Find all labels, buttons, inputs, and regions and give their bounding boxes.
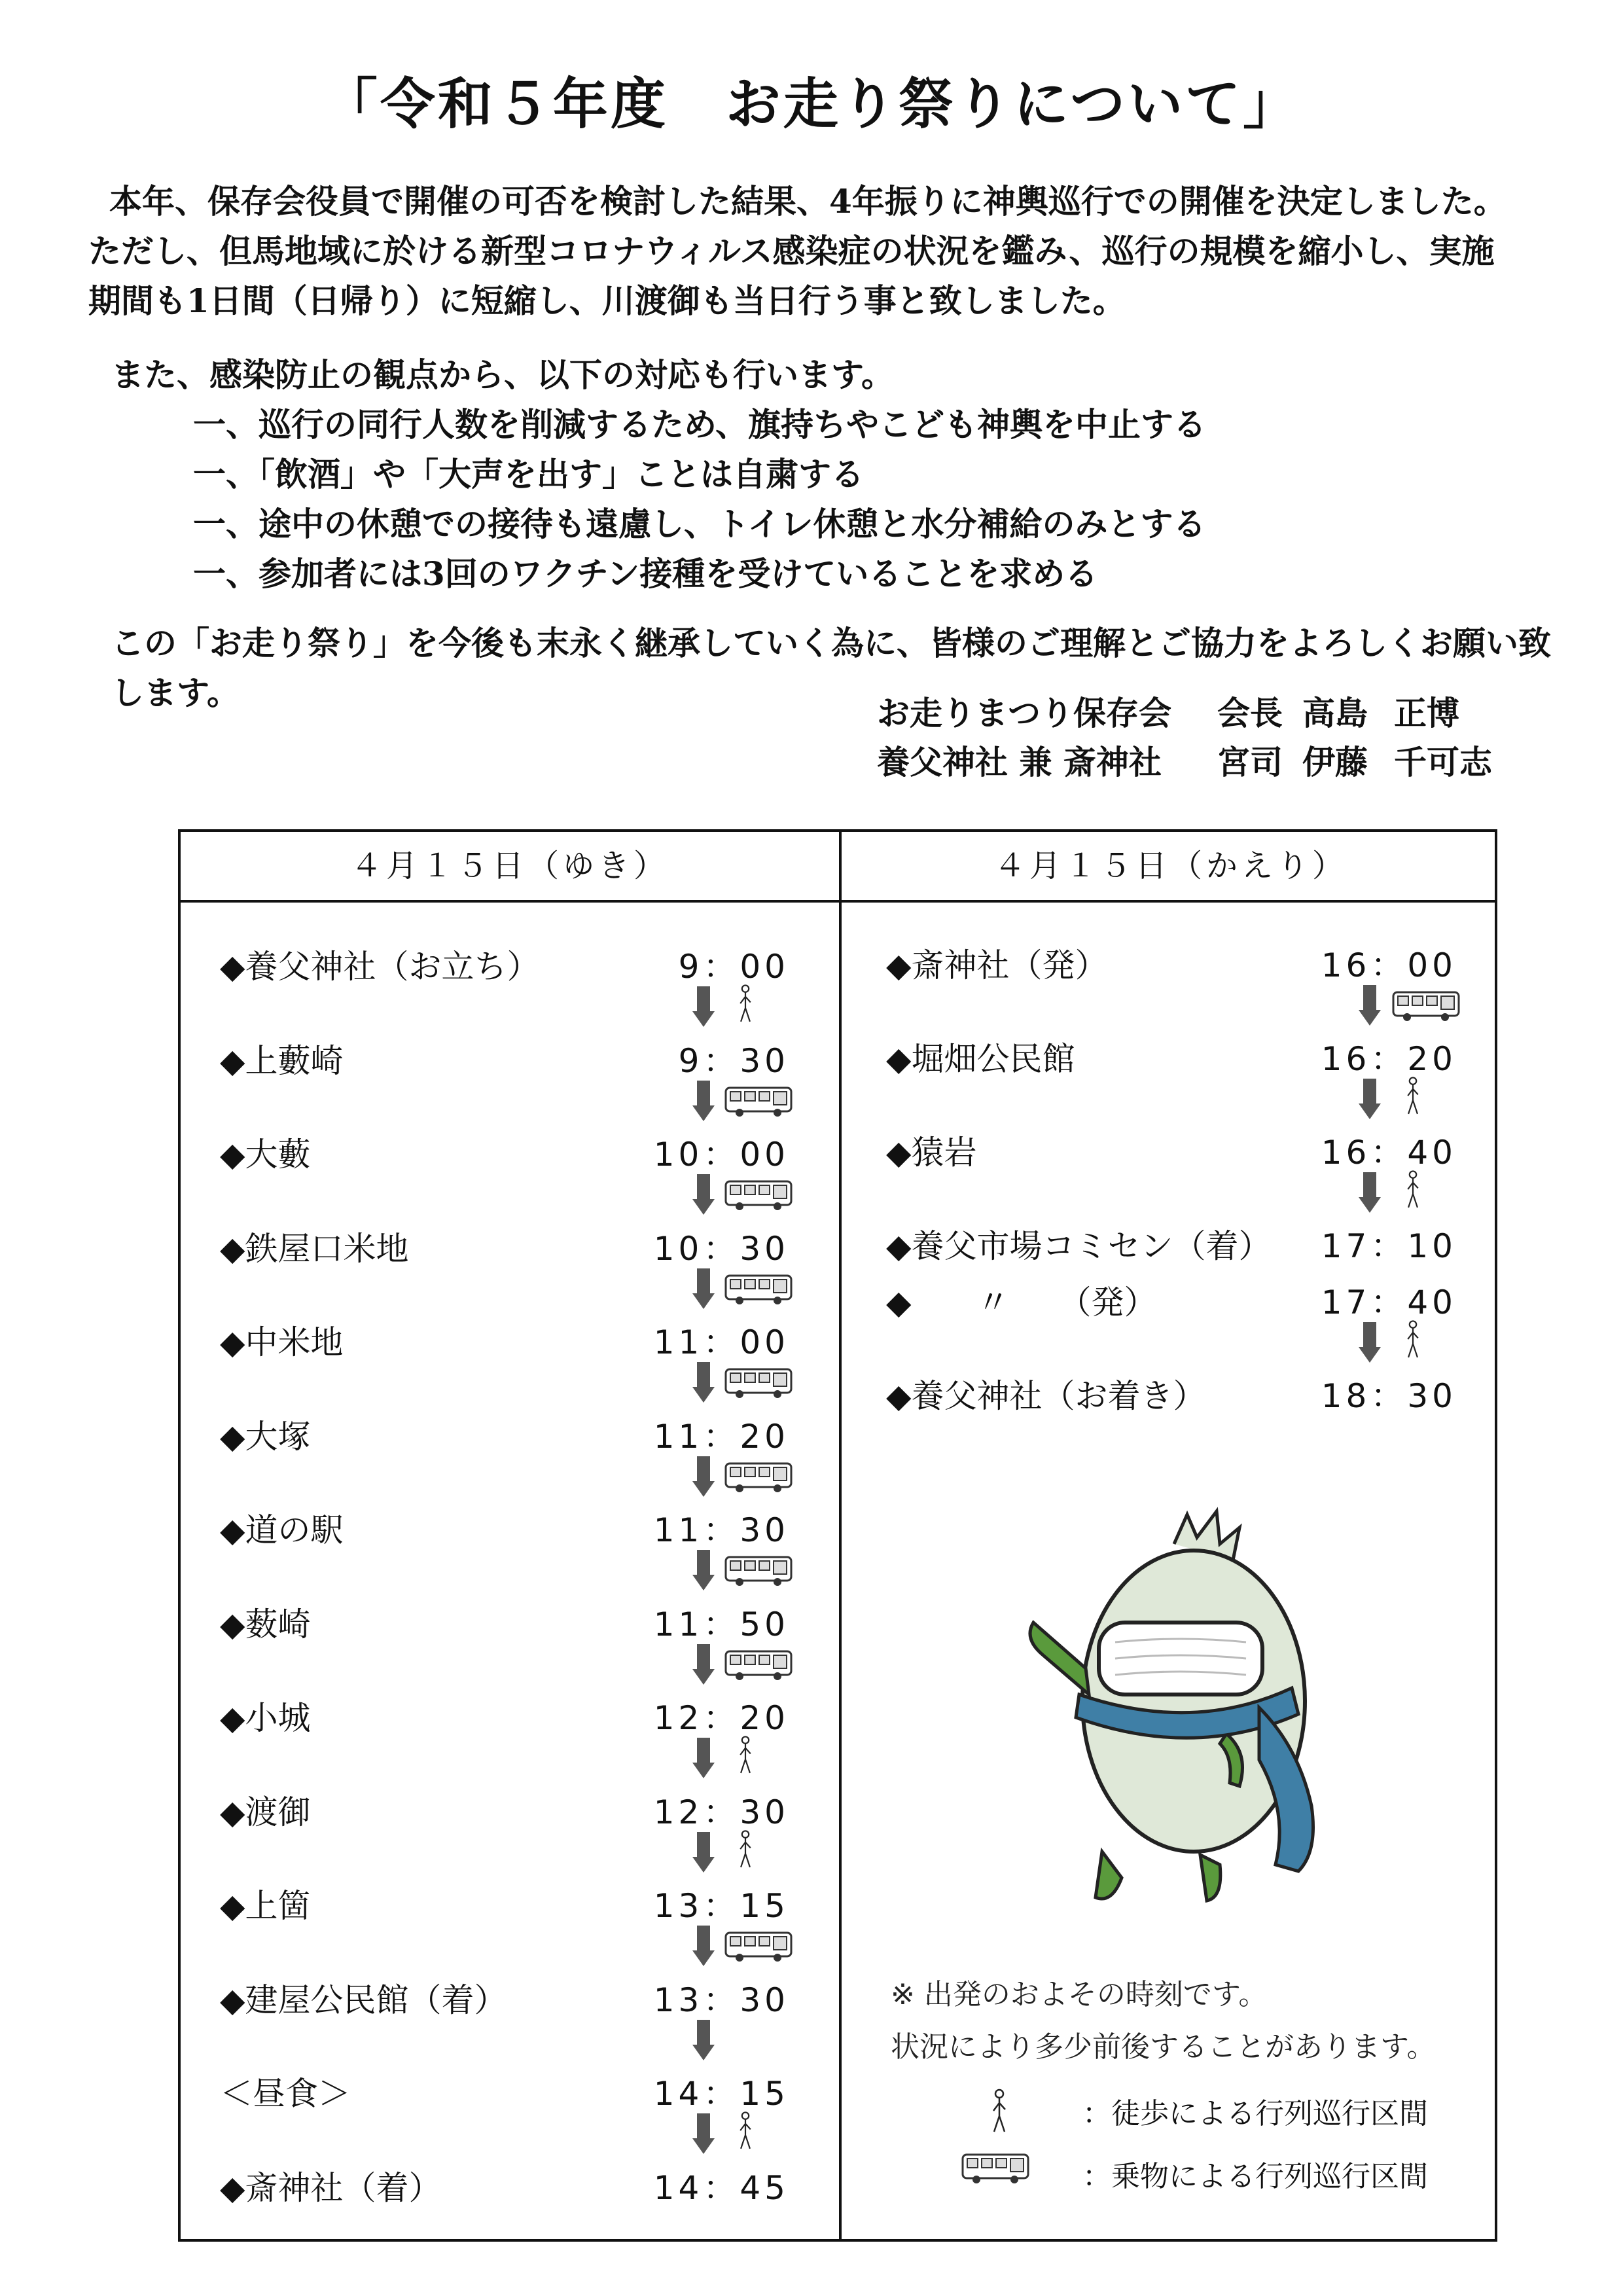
stop-time: 14：15	[653, 2075, 789, 2113]
stop-time: 9：30	[678, 1041, 789, 1080]
stop-name: ◆薮崎	[220, 1605, 311, 1643]
down-arrow-icon	[692, 1081, 715, 1120]
walk-icon	[737, 984, 754, 1032]
stop-name: ◆養父神社（お立ち）	[220, 948, 540, 986]
measure-item: 一、参加者には3回のワクチン接種を受けていることを求める	[193, 554, 1098, 593]
stop-time: 12：30	[653, 1793, 789, 1831]
bus-icon	[724, 1555, 793, 1596]
measures-intro: また、感染防止の観点から、以下の対応も行います。	[111, 355, 894, 394]
note-line: 状況により多少前後することがあります。	[891, 2030, 1436, 2064]
signature-family-name: 高島	[1302, 694, 1368, 732]
stop-time: 13：15	[653, 1887, 789, 1925]
stop-name: ◆大藪	[220, 1136, 311, 1174]
bus-icon	[1391, 990, 1461, 1031]
stop-time: 11：00	[653, 1323, 789, 1361]
measure-item: 一、巡行の同行人数を削減するため、旗持ちやこども神輿を中止する	[193, 405, 1206, 444]
down-arrow-icon	[1359, 1172, 1381, 1211]
intro-line: ただし、但馬地域に於ける新型コロナウィルス感染症の状況を鑑み、巡行の規模を縮小し、実施	[88, 232, 1495, 270]
walk-icon	[990, 2089, 1009, 2137]
intro-line: 本年、保存会役員で開催の可否を検討した結果、4年振りに神輿巡行での開催を決定しました。	[109, 182, 1507, 221]
stop-time: 11：20	[653, 1417, 789, 1456]
stop-time: 17：40	[1321, 1283, 1457, 1321]
signature-org: お走りまつり保存会	[877, 694, 1171, 732]
note-line: ※ 出発のおよその時刻です。	[891, 1978, 1268, 2011]
walk-icon	[1404, 1076, 1421, 1124]
signature-line	[877, 687, 1459, 734]
down-arrow-icon	[692, 2020, 715, 2059]
column-divider	[839, 832, 842, 2239]
stop-name: ◆道の駅	[220, 1511, 344, 1549]
stop-name: ◆上箇	[220, 1887, 311, 1925]
bus-icon	[724, 1649, 793, 1690]
signature-role: 会長	[1217, 694, 1283, 732]
bus-icon	[724, 1086, 793, 1126]
stop-time: 16：00	[1321, 946, 1457, 984]
stop-time: 12：20	[653, 1699, 789, 1737]
document-title: 「令和５年度 お走り祭りについて」	[322, 71, 1301, 136]
stop-time: 17：10	[1321, 1227, 1457, 1265]
legend-walk-label: ：徒歩による行列巡行区間	[1082, 2097, 1428, 2130]
stop-time: 10：00	[653, 1136, 789, 1174]
down-arrow-icon	[692, 1362, 715, 1401]
signature-role: 宮司	[1217, 743, 1283, 781]
bus-icon	[724, 1274, 793, 1314]
down-arrow-icon	[692, 986, 715, 1026]
stop-name: ◆堀畑公民館	[886, 1040, 1075, 1078]
bus-icon	[724, 1931, 793, 1971]
down-arrow-icon	[692, 1644, 715, 1683]
stop-time: 14：45	[653, 2168, 789, 2207]
intro-line: 期間も1日間（日帰り）に短縮し、川渡御も当日行う事と致しました。	[88, 281, 1126, 320]
intro-paragraph	[88, 177, 1554, 326]
stop-name: ◆斎神社（発）	[886, 946, 1108, 984]
bus-icon	[724, 1462, 793, 1502]
mascot-illustration	[1024, 1498, 1351, 1924]
stop-name: ◆小城	[220, 1699, 311, 1737]
signature-line	[877, 736, 1492, 783]
down-arrow-icon	[692, 1174, 715, 1213]
bus-icon	[724, 1367, 793, 1408]
stop-time: 13：30	[653, 1981, 789, 2019]
down-arrow-icon	[692, 2113, 715, 2153]
stop-name: ◆猿岩	[886, 1134, 977, 1172]
stop-time: 10：30	[653, 1229, 789, 1268]
closing-text: この「お走り祭り」を今後も末永く継承していく為に、皆様のご理解とご協力をよろしくお願い致します。	[111, 624, 1551, 712]
down-arrow-icon	[692, 1550, 715, 1589]
walk-icon	[1404, 1170, 1421, 1218]
down-arrow-icon	[1359, 985, 1381, 1024]
stop-name: ＜昼食＞	[220, 2075, 351, 2113]
down-arrow-icon	[692, 1456, 715, 1496]
signature-family-name: 伊藤	[1302, 743, 1368, 781]
measure-item: 一、「飲酒」や「大声を出す」ことは自粛する	[193, 455, 864, 493]
signature-org: 養父神社 兼 斎神社	[877, 743, 1162, 781]
legend-bus-label: ：乗物による行列巡行区間	[1082, 2160, 1428, 2193]
stop-name: ◆中米地	[220, 1323, 344, 1361]
bus-icon	[961, 2153, 1030, 2188]
down-arrow-icon	[692, 1738, 715, 1777]
down-arrow-icon	[692, 1832, 715, 1871]
stop-time: 11：30	[653, 1511, 789, 1549]
stop-time: 16：20	[1321, 1040, 1457, 1078]
header-divider	[181, 900, 1495, 903]
down-arrow-icon	[1359, 1079, 1381, 1118]
walk-icon	[737, 1829, 754, 1878]
stop-time: 11：50	[653, 1605, 789, 1643]
stop-time: 16：40	[1321, 1134, 1457, 1172]
measure-item: 一、途中の休憩での接待も遠慮し、トイレ休憩と水分補給のみとする	[193, 505, 1206, 543]
stop-time: 9：00	[678, 948, 789, 986]
walk-icon	[737, 1735, 754, 1784]
walk-icon	[1404, 1319, 1421, 1368]
stop-name: ◆斎神社（着）	[220, 2168, 442, 2207]
stop-name: ◆養父市場コミセン（着）	[886, 1227, 1272, 1265]
walk-icon	[737, 2111, 754, 2159]
stop-time: 18：30	[1321, 1377, 1457, 1415]
outbound-header: ４月１５日（ゆき）	[350, 848, 669, 884]
down-arrow-icon	[1359, 1322, 1381, 1361]
return-header: ４月１５日（かえり）	[993, 848, 1347, 884]
stop-name: ◆ 〃 （発）	[886, 1283, 1157, 1321]
schedule-table	[178, 829, 1497, 2242]
stop-name: ◆渡御	[220, 1793, 311, 1831]
measures-section	[111, 350, 1577, 599]
stop-name: ◆上藪崎	[220, 1041, 344, 1080]
stop-name: ◆鉄屋口米地	[220, 1229, 409, 1268]
down-arrow-icon	[692, 1268, 715, 1308]
signature-given-name: 正博	[1394, 694, 1459, 732]
bus-icon	[724, 1179, 793, 1220]
stop-name: ◆養父神社（お着き）	[886, 1377, 1206, 1415]
down-arrow-icon	[692, 1926, 715, 1965]
signature-given-name: 千可志	[1394, 743, 1492, 781]
stop-name: ◆大塚	[220, 1417, 311, 1456]
stop-name: ◆建屋公民館（着）	[220, 1981, 507, 2019]
